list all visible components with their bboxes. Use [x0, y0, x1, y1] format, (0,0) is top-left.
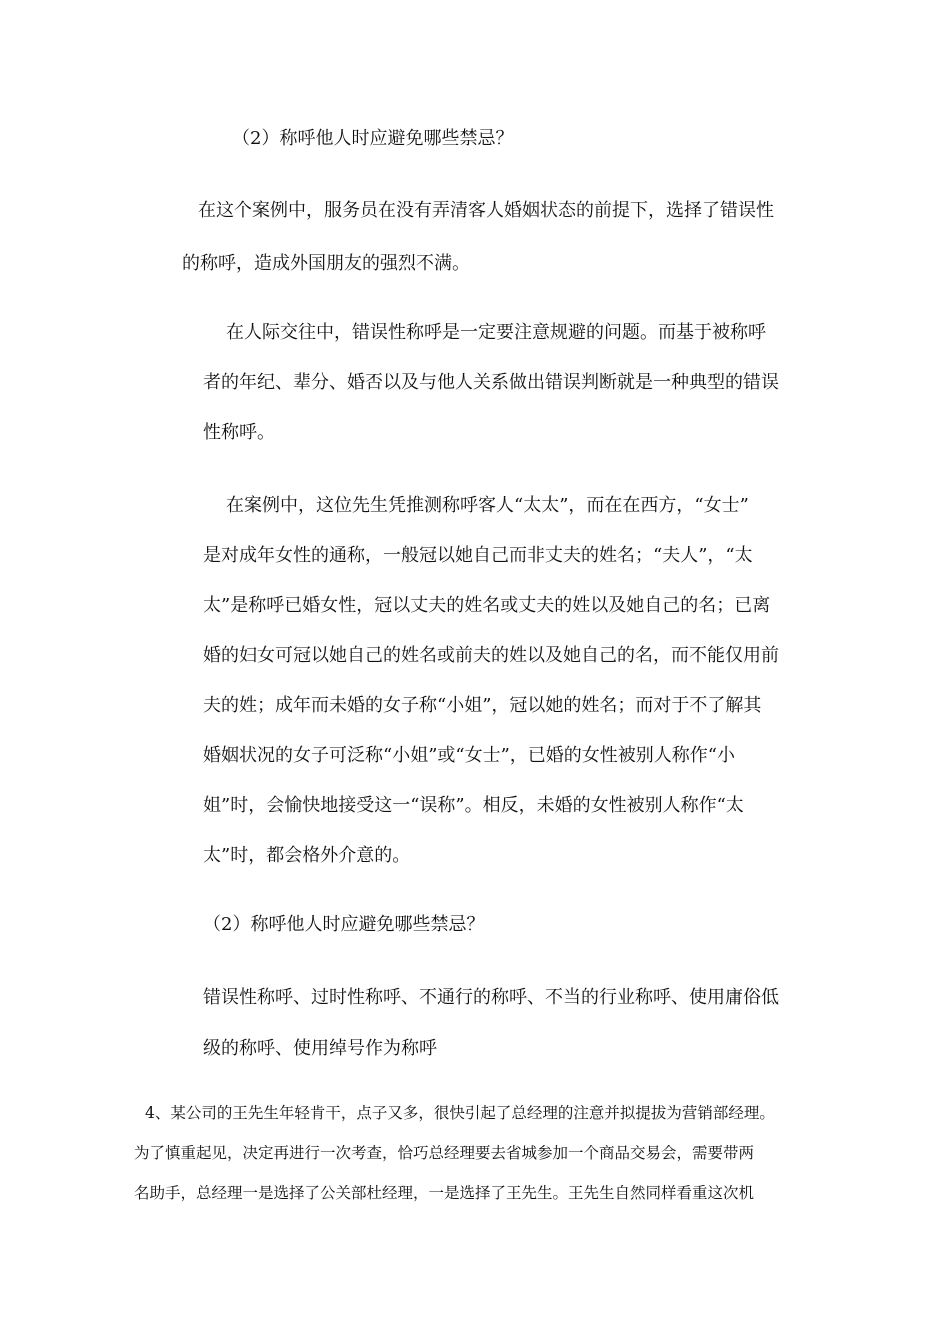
- paragraph-line: 错误性称呼、过时性称呼、不通行的称呼、不当的行业称呼、使用庸俗低: [203, 987, 779, 1008]
- paragraph-line: 名助手，总经理一是选择了公关部杜经理，一是选择了王先生。王先生自然同样看重这次机: [134, 1184, 755, 1202]
- paragraph-line: 在这个案例中，服务员在没有弄清客人婚姻状态的前提下，选择了错误性: [198, 200, 774, 221]
- paragraph-line: 婚的妇女可冠以她自己的姓名或前夫的姓以及她自己的名，而不能仅用前: [203, 645, 779, 666]
- paragraph-line: 在人际交往中，错误性称呼是一定要注意规避的问题。而基于被称呼: [226, 322, 766, 343]
- paragraph-line: 4、某公司的王先生年轻肯干，点子又多，很快引起了总经理的注意并拟提拔为营销部经理。: [145, 1104, 775, 1122]
- paragraph-line: 在案例中，这位先生凭推测称呼客人“太太”，而在在西方，“女士”: [226, 495, 749, 516]
- question-heading-2: （2）称呼他人时应避免哪些禁忌？: [203, 914, 485, 935]
- paragraph-line: 级的称呼、使用绰号作为称呼: [203, 1038, 437, 1059]
- paragraph-line: 姐”时，会愉快地接受这一“误称”。相反，未婚的女性被别人称作“太: [203, 795, 744, 816]
- paragraph-line: 者的年纪、辈分、婚否以及与他人关系做出错误判断就是一种典型的错误: [203, 372, 779, 393]
- paragraph-line: 太”是称呼已婚女性，冠以丈夫的姓名或丈夫的姓以及她自己的名；已离: [203, 595, 771, 616]
- paragraph-line: 是对成年女性的通称，一般冠以她自己而非丈夫的姓名；“夫人”，“太: [203, 545, 753, 566]
- paragraph-line: 夫的姓；成年而未婚的女子称“小姐”，冠以她的姓名；而对于不了解其: [203, 695, 762, 716]
- paragraph-line: 为了慎重起见，决定再进行一次考查，恰巧总经理要去省城参加一个商品交易会，需要带两: [134, 1144, 755, 1162]
- paragraph-line: 性称呼。: [203, 422, 275, 443]
- paragraph-line: 的称呼，造成外国朋友的强烈不满。: [182, 253, 470, 274]
- paragraph-line: 太”时，都会格外介意的。: [203, 845, 411, 866]
- paragraph-line: 婚姻状况的女子可泛称“小姐”或“女士”，已婚的女性被别人称作“小: [203, 745, 736, 766]
- question-heading-1: （2）称呼他人时应避免哪些禁忌？: [232, 128, 514, 149]
